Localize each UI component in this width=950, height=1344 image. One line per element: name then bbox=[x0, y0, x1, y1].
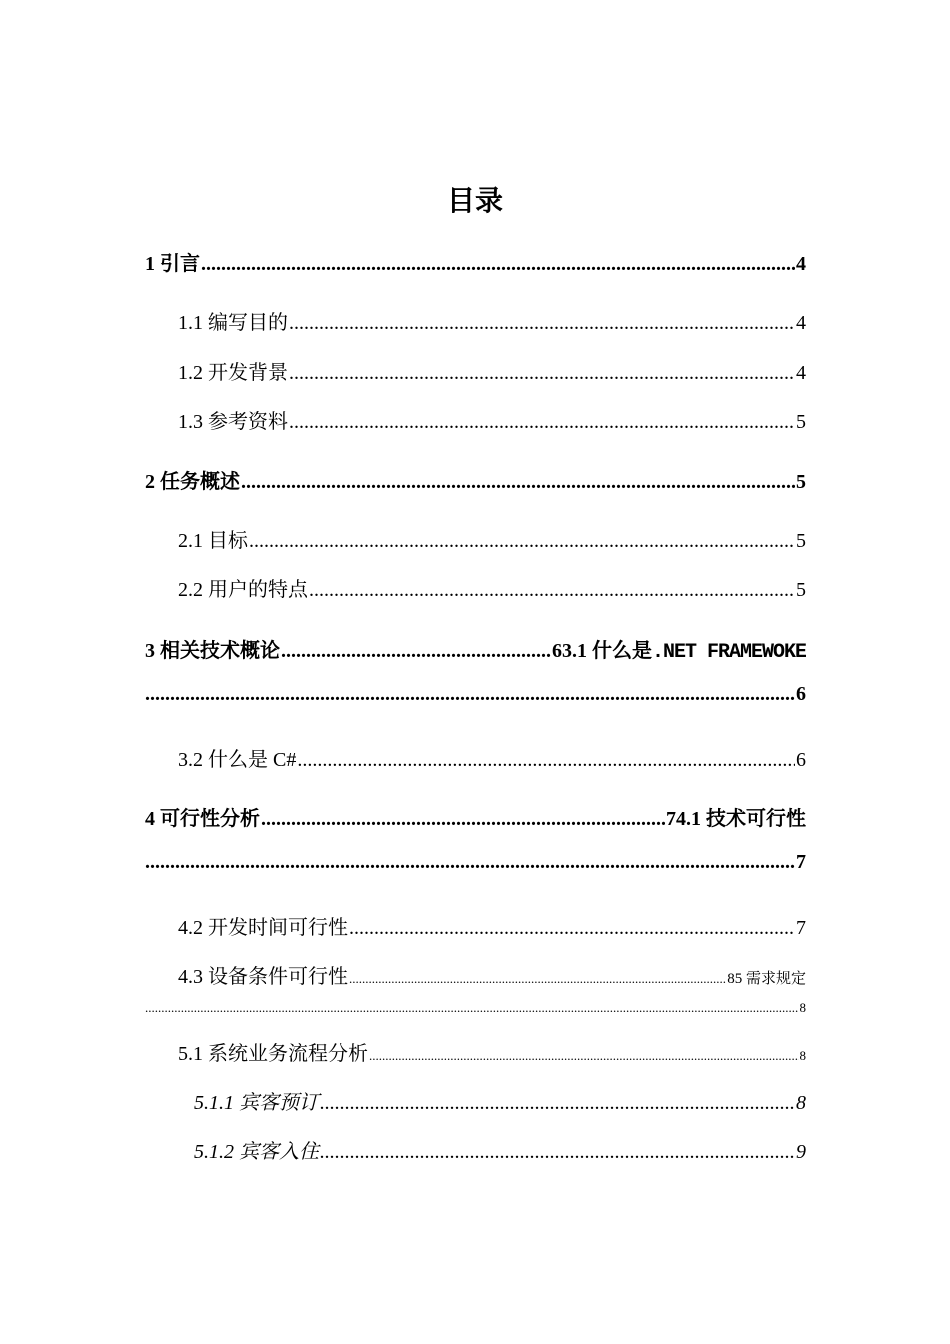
toc-page-number: 6 bbox=[796, 749, 806, 771]
toc-leader bbox=[289, 411, 795, 434]
toc-entry[interactable] bbox=[145, 802, 806, 831]
toc-entry-text: 5.1.2 宾客入住 bbox=[194, 1141, 319, 1163]
toc-merged-text: 85 需求规定 bbox=[727, 971, 806, 987]
toc-entry[interactable] bbox=[178, 1037, 806, 1066]
toc-leader bbox=[261, 808, 665, 831]
toc-entry[interactable] bbox=[178, 405, 806, 434]
toc-page-number: 4 bbox=[796, 253, 806, 275]
toc-leader bbox=[369, 1048, 799, 1064]
toc-entry-text: 1.3 参考资料 bbox=[178, 411, 288, 433]
toc-leader bbox=[201, 253, 795, 276]
toc-entry-continuation[interactable] bbox=[145, 851, 806, 874]
toc-page-number: 4 bbox=[796, 312, 806, 334]
toc-entry-text: 1 引言 bbox=[145, 253, 200, 275]
toc-leader bbox=[145, 683, 795, 706]
toc-entry-text: 2.2 用户的特点 bbox=[178, 579, 308, 601]
toc-entry-text: 3 相关技术概论 bbox=[145, 640, 280, 662]
toc-leader bbox=[297, 749, 795, 772]
toc-page-number: 8 bbox=[796, 1092, 806, 1114]
toc-entry[interactable] bbox=[145, 465, 806, 494]
toc-entry[interactable] bbox=[178, 524, 806, 553]
toc-entry-text: 5.1.1 宾客预订 bbox=[194, 1092, 319, 1114]
toc-entry[interactable] bbox=[194, 1086, 806, 1115]
toc-page-number: 5 bbox=[796, 411, 806, 433]
toc-leader bbox=[320, 1141, 795, 1164]
toc-page-number: 8 bbox=[799, 1000, 806, 1015]
toc-entry[interactable] bbox=[178, 573, 806, 602]
toc-entry[interactable] bbox=[178, 306, 806, 335]
toc-page-number: 7 bbox=[796, 917, 806, 939]
toc-merged-tail: .NET FRAMEWOKE bbox=[651, 641, 806, 664]
toc-merged-text: 74.1 技术可行性 bbox=[666, 808, 806, 830]
toc-leader bbox=[349, 917, 795, 940]
toc-page-number: 5 bbox=[796, 579, 806, 601]
toc-entry-text: 4 可行性分析 bbox=[145, 808, 260, 830]
toc-entry-text: 2 任务概述 bbox=[145, 471, 240, 493]
toc-entry-continuation[interactable] bbox=[145, 1000, 806, 1016]
toc-page-number: 4 bbox=[796, 362, 806, 384]
toc-title: 目录 bbox=[446, 186, 503, 217]
toc-leader bbox=[309, 579, 795, 602]
toc-entry-text: 1.2 开发背景 bbox=[178, 362, 288, 384]
toc-entry[interactable] bbox=[178, 743, 806, 772]
toc-page-number: 7 bbox=[796, 851, 806, 873]
toc-entry-text: 2.1 目标 bbox=[178, 530, 248, 552]
toc-merged-text: 63.1 什么是 bbox=[551, 640, 652, 662]
toc-leader bbox=[145, 851, 795, 874]
toc-entry-text: 5.1 系统业务流程分析 bbox=[178, 1043, 368, 1065]
toc-entry-text: 4.2 开发时间可行性 bbox=[178, 917, 348, 939]
toc-leader bbox=[241, 471, 795, 494]
toc-page-number: 5 bbox=[796, 530, 806, 552]
toc-entry[interactable] bbox=[178, 356, 806, 385]
toc-entry-text: 3.2 什么是 C# bbox=[178, 749, 297, 771]
toc-entry[interactable] bbox=[194, 1135, 806, 1164]
toc-entry[interactable] bbox=[145, 634, 806, 664]
toc-leader bbox=[281, 640, 551, 663]
toc-leader bbox=[249, 530, 795, 553]
toc-entry[interactable] bbox=[178, 911, 806, 940]
toc-page-number: 5 bbox=[796, 471, 806, 493]
toc-leader bbox=[289, 362, 795, 385]
toc-page-number: 6 bbox=[796, 683, 806, 705]
toc-entry-text: 1.1 编写目的 bbox=[178, 312, 288, 334]
toc-page-number: 8 bbox=[799, 1048, 806, 1063]
toc-entry[interactable] bbox=[178, 960, 806, 989]
toc-page-number: 9 bbox=[796, 1141, 806, 1163]
toc-leader bbox=[289, 312, 795, 335]
toc-leader bbox=[145, 1000, 799, 1016]
toc-entry[interactable] bbox=[145, 247, 806, 276]
toc-entry-continuation[interactable] bbox=[145, 683, 806, 706]
toc-leader bbox=[320, 1092, 795, 1115]
toc-entry-text: 4.3 设备条件可行性 bbox=[178, 966, 348, 988]
toc-leader bbox=[349, 971, 726, 987]
